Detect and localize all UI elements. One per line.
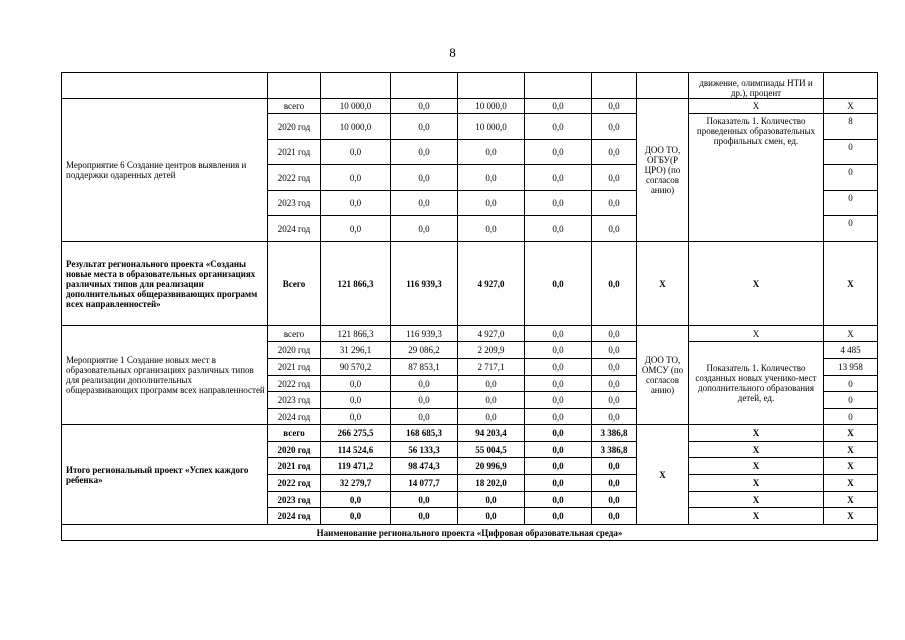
target-cell: 0 (824, 191, 878, 216)
value-cell: 0,0 (391, 409, 458, 425)
year-cell: 2020 год (268, 442, 321, 458)
value-cell: 0,0 (525, 165, 592, 191)
year-cell: 2022 год (268, 475, 321, 492)
value-cell: 0,0 (525, 216, 592, 242)
value-cell: 0,0 (592, 342, 637, 359)
target-cell: 0 (824, 409, 878, 425)
event1-indicator: Показатель 1. Количество созданных новых ученико-мест дополнительного образования детей, ед. (689, 342, 824, 425)
value-cell: 0,0 (592, 114, 637, 140)
indicator-cell: X (689, 475, 824, 492)
value-cell: 0,0 (525, 508, 592, 525)
value-cell: 0,0 (592, 216, 637, 242)
event6-name: Мероприятие 6 Создание центров выявления и поддержки одаренных детей (62, 99, 268, 242)
value-cell: 18 202,0 (458, 475, 525, 492)
result-name: Результат регионального проекта «Созданы новые места в образовательных организациях различных типов для реализации дополнительных общеразвивающих программ всех направленностей» (62, 242, 268, 326)
value-cell: 0,0 (592, 508, 637, 525)
year-cell: Всего (268, 242, 321, 326)
target-cell: 0 (824, 140, 878, 165)
section-heading-row (62, 525, 878, 541)
indicator-cell: X (689, 458, 824, 475)
target-cell: X (824, 442, 878, 458)
value-cell: 0,0 (391, 376, 458, 392)
indicator-cell: X (689, 99, 824, 114)
value-cell: 0,0 (525, 342, 592, 359)
year-cell: 2024 год (268, 409, 321, 425)
value-cell: 0,0 (525, 425, 592, 442)
value-cell: 0,0 (525, 492, 592, 508)
target-cell: X (824, 425, 878, 442)
value-cell: 0,0 (391, 165, 458, 191)
year-cell: всего (268, 326, 321, 342)
value-cell: 0,0 (391, 114, 458, 140)
value-cell: 0,0 (592, 165, 637, 191)
continuation-row (62, 73, 878, 99)
target-cell: X (824, 326, 878, 342)
value-cell: 168 685,3 (391, 425, 458, 442)
value-cell: 87 853,1 (391, 359, 458, 376)
value-cell: 0,0 (525, 326, 592, 342)
value-cell: 121 866,3 (321, 242, 391, 326)
value-cell: 0,0 (458, 165, 525, 191)
value-cell: 0,0 (458, 492, 525, 508)
page-number: 8 (449, 45, 456, 60)
value-cell: 0,0 (458, 140, 525, 165)
total-responsible: X (637, 425, 689, 525)
year-cell: 2023 год (268, 492, 321, 508)
value-cell: 0,0 (525, 409, 592, 425)
value-cell: 10 000,0 (321, 114, 391, 140)
value-cell: 0,0 (321, 140, 391, 165)
value-cell: 10 000,0 (321, 99, 391, 114)
value-cell: 0,0 (391, 508, 458, 525)
value-cell: 0,0 (391, 191, 458, 216)
value-cell: 0,0 (525, 458, 592, 475)
target-cell: 4 485 (824, 342, 878, 359)
year-cell: 2023 год (268, 191, 321, 216)
value-cell: 0,0 (321, 165, 391, 191)
value-cell: 0,0 (458, 191, 525, 216)
next-project-title: Наименование регионального проекта «Цифровая образовательная среда» (62, 525, 878, 541)
year-cell: 2022 год (268, 376, 321, 392)
value-cell: 10 000,0 (458, 99, 525, 114)
value-cell: 0,0 (592, 191, 637, 216)
value-cell: 0,0 (321, 508, 391, 525)
target-cell: 0 (824, 216, 878, 242)
value-cell: 0,0 (525, 475, 592, 492)
year-cell: 2024 год (268, 216, 321, 242)
year-cell: всего (268, 99, 321, 114)
value-cell: 0,0 (391, 140, 458, 165)
target-cell: 8 (824, 114, 878, 140)
value-cell: 3 386,8 (592, 442, 637, 458)
target-cell: X (824, 458, 878, 475)
year-cell: 2021 год (268, 359, 321, 376)
value-cell: 3 386,8 (592, 425, 637, 442)
value-cell: 98 474,3 (391, 458, 458, 475)
value-cell: 0,0 (592, 409, 637, 425)
target-cell: X (824, 99, 878, 114)
value-cell: 0,0 (321, 191, 391, 216)
value-cell: 0,0 (321, 392, 391, 409)
value-cell: 0,0 (592, 140, 637, 165)
value-cell: 0,0 (592, 326, 637, 342)
value-cell: 0,0 (458, 376, 525, 392)
indicator-cell: X (689, 242, 824, 326)
event6-indicator: Показатель 1. Количество проведенных образовательных профильных смен, ед. (689, 114, 824, 242)
value-cell: 0,0 (458, 409, 525, 425)
event6-responsible: ДОО ТО, ОГБУ(Р ЦРО) (по согласов анию) (637, 99, 689, 242)
table-row (62, 326, 878, 342)
program-table (61, 72, 878, 541)
value-cell: 0,0 (592, 242, 637, 326)
value-cell: 0,0 (592, 475, 637, 492)
value-cell: 0,0 (592, 359, 637, 376)
value-cell: 0,0 (458, 392, 525, 409)
year-cell: 2020 год (268, 342, 321, 359)
value-cell: 0,0 (391, 99, 458, 114)
value-cell: 4 927,0 (458, 326, 525, 342)
value-cell: 90 570,2 (321, 359, 391, 376)
event1-name: Мероприятие 1 Создание новых мест в образовательных организациях различных типов для реализации дополнительных общеразвивающих программ всех направленностей (62, 326, 268, 425)
value-cell: 0,0 (592, 492, 637, 508)
value-cell: 0,0 (458, 508, 525, 525)
result-row (62, 242, 878, 326)
value-cell: 0,0 (321, 216, 391, 242)
value-cell: 20 996,9 (458, 458, 525, 475)
responsible-cell: X (637, 242, 689, 326)
value-cell: 0,0 (592, 99, 637, 114)
target-cell: 13 958 (824, 359, 878, 376)
year-cell: всего (268, 425, 321, 442)
target-cell: 0 (824, 165, 878, 191)
value-cell: 0,0 (525, 392, 592, 409)
value-cell: 0,0 (391, 492, 458, 508)
indicator-continuation: движение, олимпиады НТИ и др.), процент (689, 73, 824, 99)
target-cell: 0 (824, 376, 878, 392)
year-cell: 2024 год (268, 508, 321, 525)
indicator-cell: X (689, 508, 824, 525)
value-cell: 121 866,3 (321, 326, 391, 342)
year-cell: 2020 год (268, 114, 321, 140)
value-cell: 0,0 (525, 376, 592, 392)
value-cell: 116 939,3 (391, 326, 458, 342)
target-cell: 0 (824, 392, 878, 409)
value-cell: 2 209,9 (458, 342, 525, 359)
value-cell: 56 133,3 (391, 442, 458, 458)
value-cell: 0,0 (525, 442, 592, 458)
value-cell: 0,0 (321, 492, 391, 508)
value-cell: 0,0 (592, 376, 637, 392)
value-cell: 4 927,0 (458, 242, 525, 326)
value-cell: 266 275,5 (321, 425, 391, 442)
value-cell: 0,0 (391, 216, 458, 242)
value-cell: 0,0 (525, 99, 592, 114)
value-cell: 0,0 (525, 114, 592, 140)
indicator-cell: X (689, 425, 824, 442)
value-cell: 0,0 (592, 458, 637, 475)
target-cell: X (824, 508, 878, 525)
table-row (62, 425, 878, 442)
value-cell: 116 939,3 (391, 242, 458, 326)
year-cell: 2021 год (268, 458, 321, 475)
value-cell: 32 279,7 (321, 475, 391, 492)
table-row (62, 99, 878, 114)
value-cell: 10 000,0 (458, 114, 525, 140)
total-name: Итого региональный проект «Успех каждого ребенка» (62, 425, 268, 525)
value-cell: 14 077,7 (391, 475, 458, 492)
value-cell: 2 717,1 (458, 359, 525, 376)
target-cell: X (824, 242, 878, 326)
value-cell: 0,0 (525, 242, 592, 326)
value-cell: 0,0 (321, 376, 391, 392)
value-cell: 55 004,5 (458, 442, 525, 458)
indicator-cell: X (689, 326, 824, 342)
value-cell: 31 296,1 (321, 342, 391, 359)
value-cell: 0,0 (321, 409, 391, 425)
value-cell: 0,0 (525, 191, 592, 216)
indicator-cell: X (689, 492, 824, 508)
value-cell: 29 086,2 (391, 342, 458, 359)
value-cell: 114 524,6 (321, 442, 391, 458)
value-cell: 119 471,2 (321, 458, 391, 475)
target-cell: X (824, 475, 878, 492)
event1-responsible: ДОО ТО, ОМСУ (по согласов анию) (637, 326, 689, 425)
value-cell: 0,0 (391, 392, 458, 409)
target-cell: X (824, 492, 878, 508)
year-cell: 2021 год (268, 140, 321, 165)
year-cell: 2023 год (268, 392, 321, 409)
value-cell: 0,0 (458, 216, 525, 242)
value-cell: 0,0 (525, 140, 592, 165)
year-cell: 2022 год (268, 165, 321, 191)
value-cell: 0,0 (525, 359, 592, 376)
value-cell: 0,0 (592, 392, 637, 409)
indicator-cell: X (689, 442, 824, 458)
value-cell: 94 203,4 (458, 425, 525, 442)
